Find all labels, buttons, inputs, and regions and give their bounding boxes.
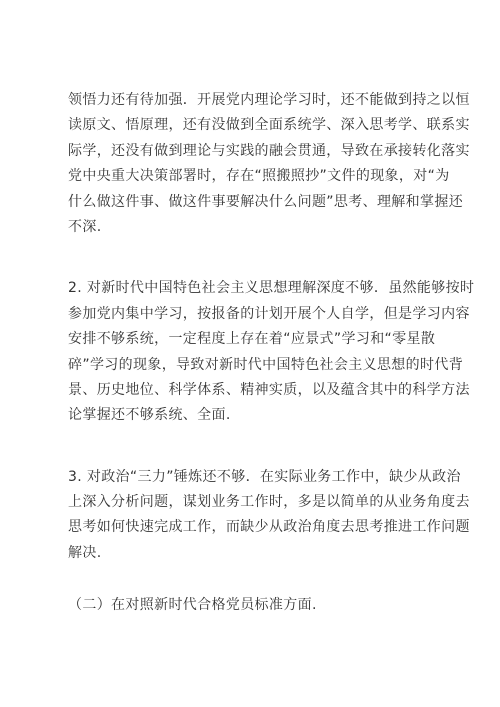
text-line: 2. 对新时代中国特色社会主义思想理解深度不够．虽然能够按时 xyxy=(68,280,475,297)
paragraph-spacer xyxy=(68,240,452,276)
document-page xyxy=(68,88,475,619)
text-line: 碎”学习的现象，导致对新时代中国特色社会主义思想的时代背 xyxy=(68,356,464,373)
text-line: 什么做这件事、做这件事要解决什么问题”思考、理解和掌握还 xyxy=(68,193,464,210)
text-line: 党中央重大决策部署时，存在“照搬照抄”文件的现象，对“为 xyxy=(68,168,450,185)
section-heading xyxy=(68,593,452,618)
paragraph-spacer xyxy=(68,566,452,593)
text-line: 不深. xyxy=(68,218,102,235)
paragraph-spacer xyxy=(68,429,452,465)
text-line: 际学，还没有做到理论与实践的融会贯通，导致在承接转化落实 xyxy=(68,142,470,159)
paragraph-1 xyxy=(68,88,470,240)
text-line: 安排不够系统，一定程度上存在着“应景式”学习和“零星散 xyxy=(68,331,436,348)
text-line: 参加党内集中学习，按报备的计划开展个人自学，但是学习内容 xyxy=(68,305,470,322)
paragraph-3 xyxy=(68,465,470,567)
text-line: 领悟力还有待加强．开展党内理论学习时，还不能做到持之以恒 xyxy=(68,92,470,108)
text-line: 景、历史地位、科学体系、精神实质，以及蕴含其中的科学方法 xyxy=(68,381,470,398)
text-line: 上深入分析问题，谋划业务工作时，多是以简单的从业务角度去 xyxy=(68,494,470,511)
paragraph-2 xyxy=(68,276,475,428)
text-line: 读原文、悟原理，还有没做到全面系统学、深入思考学、联系实 xyxy=(68,117,470,134)
text-line: 论掌握还不够系统、全面. xyxy=(68,407,231,424)
text-line: （二）在对照新时代合格党员标准方面. xyxy=(68,597,317,614)
text-line: 思考如何快速完成工作，而缺少从政治角度去思考推进工作问题 xyxy=(68,519,470,536)
text-line: 解决. xyxy=(68,544,102,561)
text-line: 3. 对政治“三力”锤炼还不够．在实际业务工作中，缺少从政治 xyxy=(68,468,461,485)
